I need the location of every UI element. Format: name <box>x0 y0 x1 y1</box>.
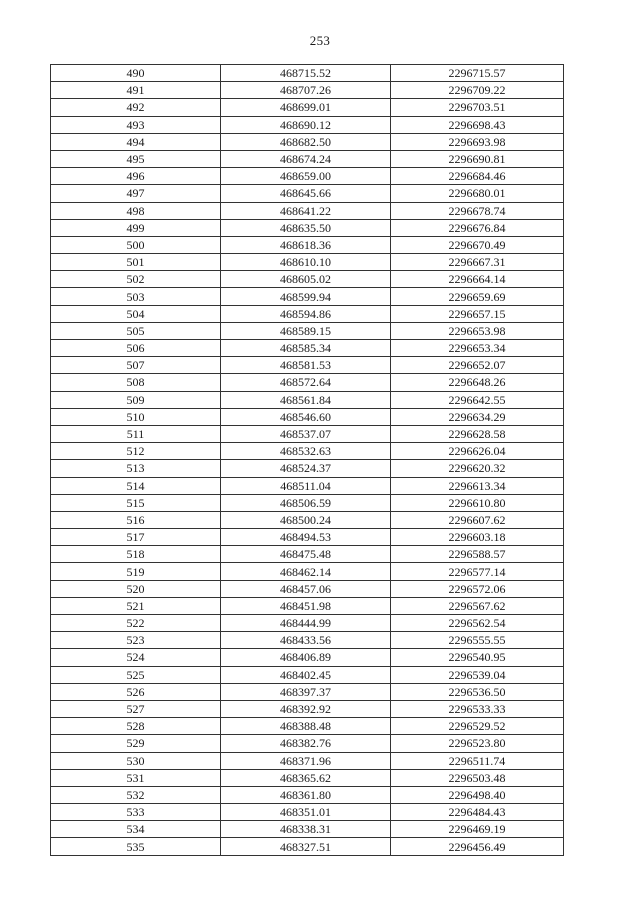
x-coordinate-cell: 468457.06 <box>221 580 391 597</box>
x-coordinate-cell: 468475.48 <box>221 546 391 563</box>
y-coordinate-cell: 2296555.55 <box>391 632 564 649</box>
table-row <box>51 99 564 116</box>
x-coordinate-cell: 468561.84 <box>221 391 391 408</box>
point-number-cell: 529 <box>51 735 221 752</box>
y-coordinate-cell: 2296511.74 <box>391 752 564 769</box>
table-row <box>51 683 564 700</box>
table-row <box>51 563 564 580</box>
x-coordinate-cell: 468397.37 <box>221 683 391 700</box>
y-coordinate-cell: 2296603.18 <box>391 529 564 546</box>
y-coordinate-cell: 2296536.50 <box>391 683 564 700</box>
x-coordinate-cell: 468406.89 <box>221 649 391 666</box>
table-row <box>51 236 564 253</box>
table-row <box>51 374 564 391</box>
x-coordinate-cell: 468338.31 <box>221 821 391 838</box>
y-coordinate-cell: 2296676.84 <box>391 219 564 236</box>
y-coordinate-cell: 2296626.04 <box>391 443 564 460</box>
x-coordinate-cell: 468500.24 <box>221 511 391 528</box>
y-coordinate-cell: 2296607.62 <box>391 511 564 528</box>
point-number-cell: 497 <box>51 185 221 202</box>
x-coordinate-cell: 468351.01 <box>221 804 391 821</box>
y-coordinate-cell: 2296653.34 <box>391 340 564 357</box>
y-coordinate-cell: 2296684.46 <box>391 168 564 185</box>
table-row <box>51 425 564 442</box>
x-coordinate-cell: 468532.63 <box>221 443 391 460</box>
x-coordinate-cell: 468388.48 <box>221 718 391 735</box>
table-row <box>51 133 564 150</box>
y-coordinate-cell: 2296670.49 <box>391 236 564 253</box>
x-coordinate-cell: 468506.59 <box>221 494 391 511</box>
point-number-cell: 507 <box>51 357 221 374</box>
point-number-cell: 499 <box>51 219 221 236</box>
point-number-cell: 505 <box>51 322 221 339</box>
point-number-cell: 508 <box>51 374 221 391</box>
x-coordinate-cell: 468610.10 <box>221 254 391 271</box>
table-row <box>51 769 564 786</box>
x-coordinate-cell: 468674.24 <box>221 150 391 167</box>
table-row <box>51 271 564 288</box>
table-row <box>51 494 564 511</box>
table-row <box>51 357 564 374</box>
table-row <box>51 752 564 769</box>
table-row <box>51 666 564 683</box>
y-coordinate-cell: 2296634.29 <box>391 408 564 425</box>
x-coordinate-cell: 468537.07 <box>221 425 391 442</box>
point-number-cell: 521 <box>51 597 221 614</box>
y-coordinate-cell: 2296484.43 <box>391 804 564 821</box>
x-coordinate-cell: 468682.50 <box>221 133 391 150</box>
coordinates-table <box>50 64 564 856</box>
y-coordinate-cell: 2296572.06 <box>391 580 564 597</box>
y-coordinate-cell: 2296523.80 <box>391 735 564 752</box>
y-coordinate-cell: 2296657.15 <box>391 305 564 322</box>
point-number-cell: 515 <box>51 494 221 511</box>
point-number-cell: 493 <box>51 116 221 133</box>
y-coordinate-cell: 2296678.74 <box>391 202 564 219</box>
x-coordinate-cell: 468433.56 <box>221 632 391 649</box>
x-coordinate-cell: 468327.51 <box>221 838 391 855</box>
x-coordinate-cell: 468699.01 <box>221 99 391 116</box>
point-number-cell: 516 <box>51 511 221 528</box>
table-row <box>51 460 564 477</box>
table-row <box>51 821 564 838</box>
y-coordinate-cell: 2296588.57 <box>391 546 564 563</box>
table-row <box>51 340 564 357</box>
y-coordinate-cell: 2296680.01 <box>391 185 564 202</box>
y-coordinate-cell: 2296533.33 <box>391 700 564 717</box>
point-number-cell: 513 <box>51 460 221 477</box>
table-row <box>51 580 564 597</box>
y-coordinate-cell: 2296456.49 <box>391 838 564 855</box>
x-coordinate-cell: 468581.53 <box>221 357 391 374</box>
x-coordinate-cell: 468444.99 <box>221 615 391 632</box>
table-row <box>51 786 564 803</box>
point-number-cell: 523 <box>51 632 221 649</box>
table-row <box>51 511 564 528</box>
table-row <box>51 546 564 563</box>
x-coordinate-cell: 468365.62 <box>221 769 391 786</box>
point-number-cell: 503 <box>51 288 221 305</box>
point-number-cell: 500 <box>51 236 221 253</box>
y-coordinate-cell: 2296529.52 <box>391 718 564 735</box>
y-coordinate-cell: 2296642.55 <box>391 391 564 408</box>
x-coordinate-cell: 468645.66 <box>221 185 391 202</box>
x-coordinate-cell: 468618.36 <box>221 236 391 253</box>
table-row <box>51 150 564 167</box>
y-coordinate-cell: 2296648.26 <box>391 374 564 391</box>
table-row <box>51 443 564 460</box>
y-coordinate-cell: 2296628.58 <box>391 425 564 442</box>
table-row <box>51 219 564 236</box>
table-row <box>51 477 564 494</box>
table-row <box>51 168 564 185</box>
y-coordinate-cell: 2296709.22 <box>391 82 564 99</box>
x-coordinate-cell: 468707.26 <box>221 82 391 99</box>
y-coordinate-cell: 2296698.43 <box>391 116 564 133</box>
x-coordinate-cell: 468361.80 <box>221 786 391 803</box>
point-number-cell: 504 <box>51 305 221 322</box>
y-coordinate-cell: 2296613.34 <box>391 477 564 494</box>
y-coordinate-cell: 2296539.04 <box>391 666 564 683</box>
point-number-cell: 531 <box>51 769 221 786</box>
point-number-cell: 517 <box>51 529 221 546</box>
x-coordinate-cell: 468382.76 <box>221 735 391 752</box>
x-coordinate-cell: 468451.98 <box>221 597 391 614</box>
point-number-cell: 496 <box>51 168 221 185</box>
point-number-cell: 502 <box>51 271 221 288</box>
y-coordinate-cell: 2296620.32 <box>391 460 564 477</box>
x-coordinate-cell: 468605.02 <box>221 271 391 288</box>
x-coordinate-cell: 468402.45 <box>221 666 391 683</box>
table-row <box>51 65 564 82</box>
point-number-cell: 532 <box>51 786 221 803</box>
x-coordinate-cell: 468546.60 <box>221 408 391 425</box>
point-number-cell: 509 <box>51 391 221 408</box>
point-number-cell: 510 <box>51 408 221 425</box>
point-number-cell: 530 <box>51 752 221 769</box>
x-coordinate-cell: 468635.50 <box>221 219 391 236</box>
table-row <box>51 649 564 666</box>
table-row <box>51 322 564 339</box>
table-row <box>51 305 564 322</box>
point-number-cell: 511 <box>51 425 221 442</box>
x-coordinate-cell: 468462.14 <box>221 563 391 580</box>
y-coordinate-cell: 2296667.31 <box>391 254 564 271</box>
x-coordinate-cell: 468589.15 <box>221 322 391 339</box>
table-row <box>51 288 564 305</box>
y-coordinate-cell: 2296503.48 <box>391 769 564 786</box>
x-coordinate-cell: 468659.00 <box>221 168 391 185</box>
table-row <box>51 804 564 821</box>
table-row <box>51 254 564 271</box>
y-coordinate-cell: 2296652.07 <box>391 357 564 374</box>
table-row <box>51 408 564 425</box>
table-row <box>51 82 564 99</box>
y-coordinate-cell: 2296653.98 <box>391 322 564 339</box>
table-row <box>51 202 564 219</box>
point-number-cell: 525 <box>51 666 221 683</box>
coordinates-table-body <box>51 65 564 856</box>
x-coordinate-cell: 468511.04 <box>221 477 391 494</box>
table-row <box>51 116 564 133</box>
point-number-cell: 524 <box>51 649 221 666</box>
x-coordinate-cell: 468494.53 <box>221 529 391 546</box>
table-row <box>51 700 564 717</box>
y-coordinate-cell: 2296693.98 <box>391 133 564 150</box>
y-coordinate-cell: 2296664.14 <box>391 271 564 288</box>
table-row <box>51 838 564 855</box>
x-coordinate-cell: 468599.94 <box>221 288 391 305</box>
y-coordinate-cell: 2296567.62 <box>391 597 564 614</box>
point-number-cell: 494 <box>51 133 221 150</box>
y-coordinate-cell: 2296715.57 <box>391 65 564 82</box>
point-number-cell: 506 <box>51 340 221 357</box>
point-number-cell: 498 <box>51 202 221 219</box>
table-row <box>51 615 564 632</box>
point-number-cell: 519 <box>51 563 221 580</box>
point-number-cell: 533 <box>51 804 221 821</box>
point-number-cell: 522 <box>51 615 221 632</box>
y-coordinate-cell: 2296610.80 <box>391 494 564 511</box>
y-coordinate-cell: 2296540.95 <box>391 649 564 666</box>
x-coordinate-cell: 468715.52 <box>221 65 391 82</box>
y-coordinate-cell: 2296703.51 <box>391 99 564 116</box>
y-coordinate-cell: 2296562.54 <box>391 615 564 632</box>
y-coordinate-cell: 2296498.40 <box>391 786 564 803</box>
point-number-cell: 490 <box>51 65 221 82</box>
table-row <box>51 632 564 649</box>
point-number-cell: 534 <box>51 821 221 838</box>
table-row <box>51 391 564 408</box>
point-number-cell: 518 <box>51 546 221 563</box>
x-coordinate-cell: 468690.12 <box>221 116 391 133</box>
y-coordinate-cell: 2296690.81 <box>391 150 564 167</box>
y-coordinate-cell: 2296469.19 <box>391 821 564 838</box>
y-coordinate-cell: 2296577.14 <box>391 563 564 580</box>
point-number-cell: 495 <box>51 150 221 167</box>
x-coordinate-cell: 468524.37 <box>221 460 391 477</box>
point-number-cell: 528 <box>51 718 221 735</box>
x-coordinate-cell: 468572.64 <box>221 374 391 391</box>
table-row <box>51 597 564 614</box>
table-row <box>51 185 564 202</box>
table-row <box>51 529 564 546</box>
point-number-cell: 512 <box>51 443 221 460</box>
point-number-cell: 535 <box>51 838 221 855</box>
point-number-cell: 492 <box>51 99 221 116</box>
point-number-cell: 514 <box>51 477 221 494</box>
point-number-cell: 491 <box>51 82 221 99</box>
point-number-cell: 501 <box>51 254 221 271</box>
x-coordinate-cell: 468641.22 <box>221 202 391 219</box>
y-coordinate-cell: 2296659.69 <box>391 288 564 305</box>
point-number-cell: 526 <box>51 683 221 700</box>
x-coordinate-cell: 468594.86 <box>221 305 391 322</box>
point-number-cell: 527 <box>51 700 221 717</box>
table-row <box>51 718 564 735</box>
x-coordinate-cell: 468371.96 <box>221 752 391 769</box>
x-coordinate-cell: 468585.34 <box>221 340 391 357</box>
table-row <box>51 735 564 752</box>
page-number: 253 <box>309 33 331 48</box>
x-coordinate-cell: 468392.92 <box>221 700 391 717</box>
point-number-cell: 520 <box>51 580 221 597</box>
